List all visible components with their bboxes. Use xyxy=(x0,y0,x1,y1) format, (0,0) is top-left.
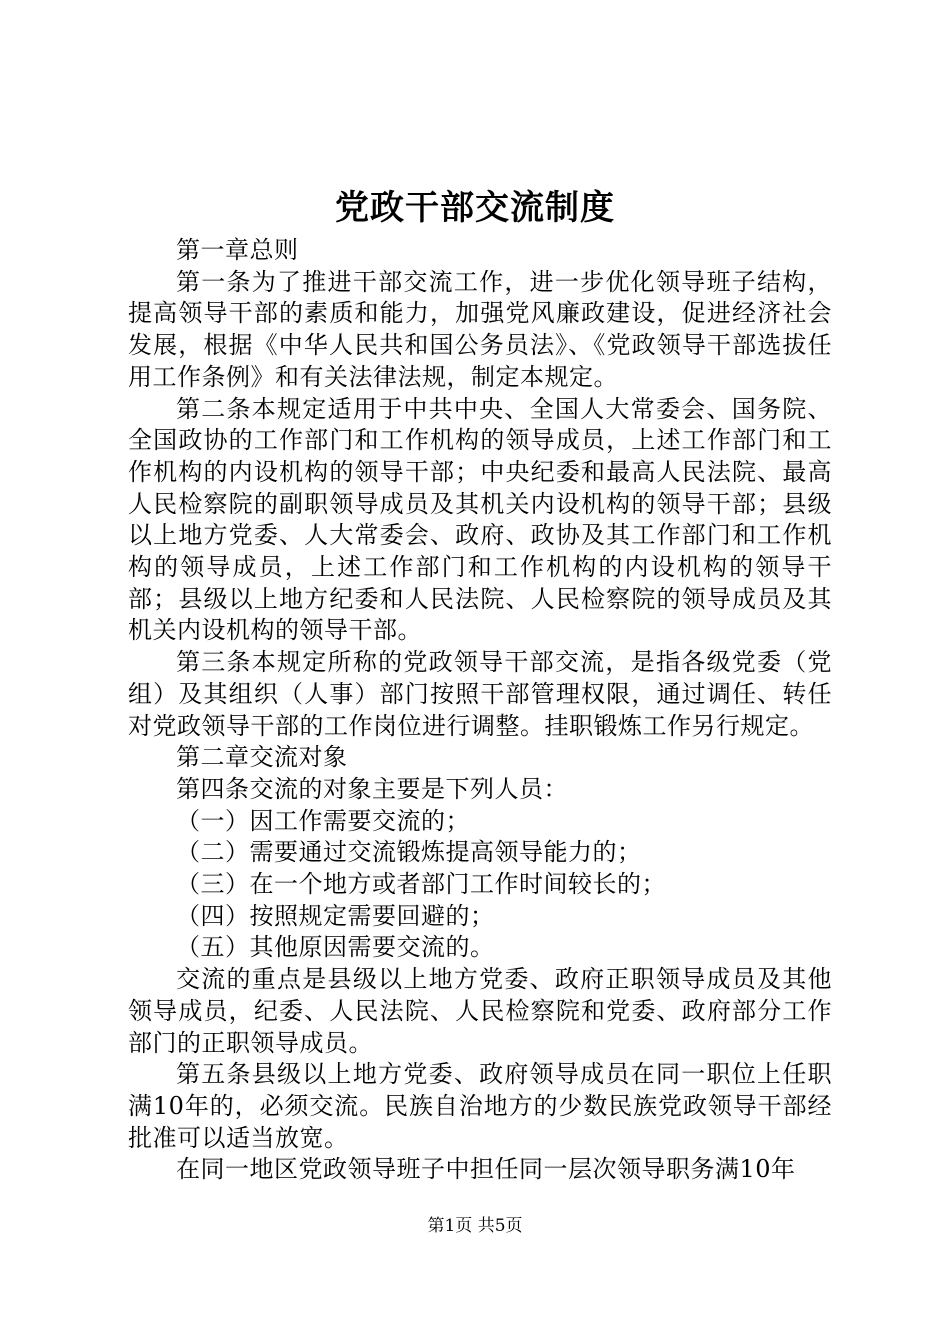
chapter-heading: 第二章交流对象 xyxy=(176,743,348,772)
list-item: （二）需要通过交流锻炼提高领导能力的； xyxy=(176,838,642,867)
list-item: （四）按照规定需要回避的； xyxy=(176,901,495,930)
paragraph: 第二条本规定适用于中共中央、全国人大常委会、国务院、全国政协的工作部门和工作机构的领导成员，上述工作部门和工作机构的内设机构的领导干部；中央纪委和最高人民法院、最高人民检察院的副职领导成员及其机关内设机构的领导干部；县级以上地方党委、人大常委会、政府、政协及其工作部门和工作机构的领导成员，上述工作部门和工作机构的内设机构的领导干部；县级以上地方纪委和人民法院、人民检察院的领导成员及其机关内设机构的领导干部。 xyxy=(128,394,832,645)
list-item: （五）其他原因需要交流的。 xyxy=(176,933,495,962)
chapter-heading: 第一章总则 xyxy=(176,236,299,264)
document-title: 党政干部交流制度 xyxy=(335,188,615,228)
page-footer: 第1页 共5页 xyxy=(427,1216,523,1236)
paragraph: 第一条为了推进干部交流工作，进一步优化领导班子结构，提高领导干部的素质和能力，加强党风廉政建设，促进经济社会发展，根据《中华人民共和国公务员法》、《党政领导干部选拔任用工作条例》和有关法律法规，制定本规定。 xyxy=(128,267,832,391)
paragraph: 第四条交流的对象主要是下列人员： xyxy=(176,774,568,803)
list-item: （三）在一个地方或者部门工作时间较长的； xyxy=(176,870,666,899)
paragraph: 交流的重点是县级以上地方党委、政府正职领导成员及其他领导成员，纪委、人民法院、人民检察院和党委、政府部分工作部门的正职领导成员。 xyxy=(128,965,832,1057)
list-item: （一）因工作需要交流的； xyxy=(176,806,470,835)
document-body xyxy=(128,235,832,1186)
paragraph: 第五条县级以上地方党委、政府领导成员在同一职位上任职满10年的，必须交流。民族自治地方的少数民族党政领导干部经批准可以适当放宽。 xyxy=(128,1060,832,1152)
paragraph: 在同一地区党政领导班子中担任同一层次领导职务满10年 xyxy=(176,1155,796,1184)
paragraph: 第三条本规定所称的党政领导干部交流，是指各级党委（党组）及其组织（人事）部门按照干部管理权限，通过调任、转任对党政领导干部的工作岗位进行调整。挂职锻炼工作另行规定。 xyxy=(128,648,832,740)
